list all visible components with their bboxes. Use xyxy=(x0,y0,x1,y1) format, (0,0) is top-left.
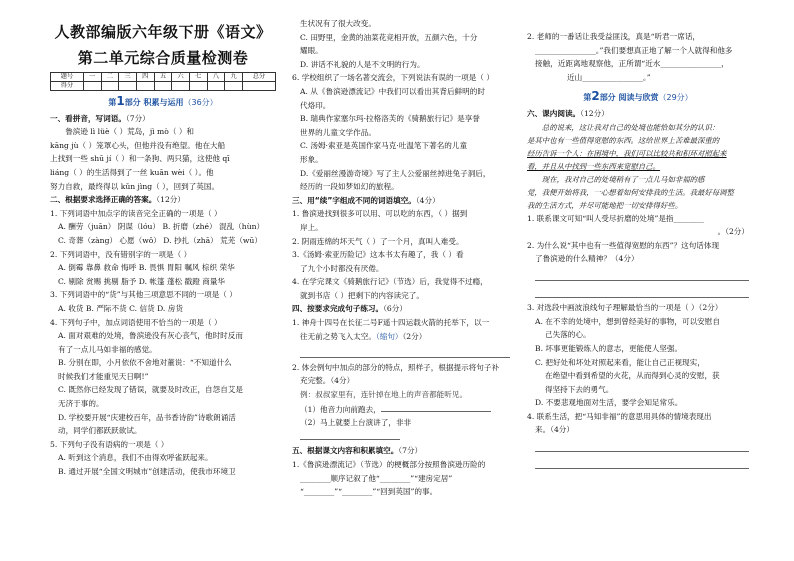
question: 5. 下列句子没有语病的一项是（ ） xyxy=(50,439,169,449)
score-header-cell: 八 xyxy=(207,73,225,82)
score-header-cell: 一 xyxy=(83,73,101,82)
hint-label: （缩句） xyxy=(375,331,403,341)
question: 2. 下列词语中，没有错别字的一项是（ ） xyxy=(50,249,192,259)
score-cell[interactable] xyxy=(101,82,119,91)
answer-line[interactable] xyxy=(300,343,510,358)
score-cell[interactable] xyxy=(242,82,275,91)
question: 2. 为什么说“其中也有一些值得宽慰的东西”？这句话体现 xyxy=(527,240,720,250)
question: 1. 神舟十四号在长征二号F遥十四运载火箭的托举下，以一 xyxy=(292,318,490,328)
answer-line[interactable] xyxy=(535,266,749,281)
question: 2. 体会例句中加点的部分的特点，照样子，根据提示将句子补 xyxy=(292,362,500,372)
part2-heading: 第2部分 阅读与欣赏（29分） xyxy=(583,89,693,104)
points-note: 。（2分） xyxy=(717,227,749,237)
option-line: B. 通过开展“全国文明城市”创建活动，使我市环境卫 xyxy=(58,467,236,477)
fill-line: 1. 鲁滨逊找到很多可以用、可以吃的东西，（ ）据到 xyxy=(292,209,468,219)
option-line: A. 酬劳（juān） 阴谋（lóu） B. 折磨（zhé） 混乱（hùn） xyxy=(58,222,265,232)
fill-line: 3.《汤姆·索亚历险记》这本书太有趣了，我（ ）看 xyxy=(292,250,464,260)
section4-title: 四、按要求完成句子练习。 xyxy=(292,304,384,314)
question: 6. 学校组织了一场名著交流会，下列说法有误的一项是（ ） xyxy=(292,73,494,83)
fill-line: ________________。”我们要想真正地了解一个人就得和他多 xyxy=(535,45,733,55)
option-line: B. 瑞典作家塞尔玛·拉格洛芙的《骑鹅旅行记》是享誉 xyxy=(300,114,480,124)
option-line: C. 剔除 赏赐 挑剔 脂予 D. 帐篷 蓬松 戳蹬 商量华 xyxy=(58,276,226,286)
score-header-cell: 六 xyxy=(172,73,190,82)
sub-question: （2）马上就要上台演讲了，非非 xyxy=(292,416,510,444)
answer-line[interactable] xyxy=(535,284,749,299)
pinyin-line: 鲁滨逊 lì lüè（ ）荒岛，jì mò（ ）和 xyxy=(65,127,195,137)
left-column: 人教部编版六年级下册《语文》 第二单元综合质量检测卷 题号 一 二 三 四 五 六 七 八 九 总分 得分 第1部分 积累与运用（36分） 一、看拼音，写词语。（7分） 鲁滨逊 lì lüè（ ）荒岛，jì mò（ ）和 kāng jù（ ）笼罩心头，但他并没有绝望。他在大船 上找到一些 shū jí（ ）和一条狗、两只猫，这使他 qī liáng（ ）的生活得到了一丝 kuān wèi（ ）。他 努力自救，最终得以 kǔn jìng（ ），回到了英国。 二、根据要求选择正确的答案。（12分） 1. 下列词语中加点字的读音完全正确的一项是（ ） A. 酬劳（juān） 阴谋（lóu） B. 折磨（zhé） 混乱（hùn） C. 奇葬（zàng） 心愿（wǒ） D. 抄扎（zhā） 荒芜（wū） 2. 下列词语中，没有错别字的一项是（ ） A. 倒霉 靠鼻 救命 悔呼 B. 畏惧 胃阳 嘱风 棕织 荣华 C. 剔除 赏赐 挑剔 脂予 D. 帐篷 蓬松 戳蹬 商量华 3. 下列词语中的“货”与其他三项意思不同的一项是（ ） A. 收货 B. 严际不货 C. 信货 D. 房货 4. 下列句子中，加点词语使用不恰当的一项是（ ） A. 面对艰难的处境，鲁滨逊没有灰心丧气，他时时反而 有了一点儿马如非福的感觉。 B. 分别在即，小月依依不舍地对董说：“不知道什么 时候我们才能重见天日啊!” C. 既然你已经发现了错误，就要及时改正，自怨自艾是 无济于事的。 D. 学校要开展“庆建校百年，品书香诗韵”诗歌朗诵活 动，同学们都跃跃欲试。 5. 下列句子没有语病的一项是（ ） A. 听到这个消息，我们不由得欢呼雀跃起来。 B. 通过开展“全国文明城市”创建活动，使我市环境卫 xyxy=(50,0,276,561)
option-line: 经历的一段如梦如幻的旅程。 xyxy=(300,182,399,192)
score-cell[interactable] xyxy=(207,82,225,91)
exam-subtitle: 第二单元综合质量检测卷 xyxy=(77,49,249,67)
fill-line: 2. 老师的一番话让我受益匪浅，真是“听君一席话， xyxy=(527,32,701,41)
section5-title: 五、根据课文内容和积累填空。 xyxy=(292,446,399,456)
score-row-label: 得分 xyxy=(51,82,84,91)
right-column: 2. 老师的一番话让我受益匪浅，真是“听君一席话， ________________。”我们要想真正地了解一个人就得和他多 接触，近距离地观察他，正所谓“近水________________， 近山________________。” 第2部分 阅读与欣赏（29分） 六、课内阅读。（12分） 总的说来，这让我对自己的处境也能恰如其分的认识： 是其中也有一些值得宽慰的东西。这给世界上苦难最深重的 经历告诉一个人：在困境中，我们可以比较共和积环对照起来 看，并且从中找到一些东西来宽慰自己。 现在，我对自己的处境稍有了一点儿马如非福的感 觉，我便开始将我，一心想着如何安排我的生活。我最好每调整 我的生活方式，并尽可能地把一切安排得好些。 1. 联系课文可知“叫人受尽折磨的处境”是指________ 。（2分） 2. 为什么说“其中也有一些值得宽慰的东西”？这句话体现 了鲁滨逊的什么精神？（4分） 3. 对选段中画波浪线句子理解最恰当的一项是（ ）（2分） A. 在不幸的处境中，想到曾经美好的事物，可以安慰自 己失落的心。 B. 坏事更能锻炼人的意志，更能使人坚强。 C. 把好处和坏处对照起来看，能让自己正视现实， 在绝望中看到希望的火花，从而得到心灵的安慰，获 得坚持下去的勇气。 D. 不要悲观地面对生活，要学会知足常乐。 4. 联系生活，把“马知非福”的意思用具体的情境表现出 来。（4分） xyxy=(527,0,749,561)
fill-line: 1.《鲁滨逊漂流记》（节选）的梗概部分按照鲁滨逊历险的 xyxy=(292,460,486,469)
fill-line: 2. 阴雨连绵的坏天气（ ）了一个月，真叫人难受。 xyxy=(292,236,464,246)
score-cell[interactable] xyxy=(189,82,207,91)
score-header-cell: 总分 xyxy=(242,73,275,82)
answer-line[interactable] xyxy=(300,430,400,440)
option-line: 有了一点儿马如非福的感觉。 xyxy=(58,344,157,354)
score-header-cell: 三 xyxy=(119,73,137,82)
question: 4. 联系生活，把“马知非福”的意思用具体的情境表现出 xyxy=(527,411,712,421)
exam-title: 人教部编版六年级下册《语文》 xyxy=(54,23,272,41)
question: 充完整。（4分） xyxy=(300,376,355,386)
pinyin-line: 努力自救，最终得以 kǔn jìng（ ），回到了英国。 xyxy=(50,181,220,191)
score-cell[interactable] xyxy=(154,82,172,91)
option-line: 世界的儿童文学作品。 xyxy=(300,127,376,137)
option-line: D. 学校要开展“庆建校百年，品书香诗韵”诗歌朗诵活 xyxy=(58,412,236,422)
section2-title: 二、根据要求选择正确的答案。 xyxy=(50,195,157,205)
option-line: A. 面对艰难的处境，鲁滨逊没有灰心丧气，他时时反而 xyxy=(58,331,243,341)
example-sentence: 例：叔叔家里有，连针掉在地上的声音都能听见。 xyxy=(300,390,468,400)
option-line: B. 坏事更能锻炼人的意志，更能使人坚强。 xyxy=(535,343,683,353)
section6-title: 六、课内阅读。 xyxy=(527,108,581,118)
score-header-cell: 七 xyxy=(189,73,207,82)
option-line: 在绝望中看到希望的火花，从而得到心灵的安慰，获 xyxy=(545,371,720,381)
option-line: D. 不要悲观地面对生活，要学会知足常乐。 xyxy=(535,398,683,408)
option-line: A. 听到这个消息，我们不由得欢呼雀跃起来。 xyxy=(58,453,213,463)
question: 了鲁滨逊的什么精神？（4分） xyxy=(535,254,639,264)
option-line: 耀眼。 xyxy=(300,46,323,56)
option-line: 形象。 xyxy=(300,154,323,164)
score-cell[interactable] xyxy=(119,82,137,91)
question: 来。（4分） xyxy=(535,425,574,435)
part1-heading: 第1部分 积累与运用（36分） xyxy=(108,94,218,108)
fill-line: 4. 在学完课文《骑鹅旅行记》（节选）后，我觉得不过瘾， xyxy=(292,277,488,287)
option-line: C. 田野里，金黄的油菜花竞相开放，五颜六色，十分 xyxy=(300,32,478,42)
option-line: 动，同学们都跃跃欲试。 xyxy=(58,426,142,436)
pinyin-line: 上找到一些 shū jí（ ）和一条狗、两只猫，这使他 qī xyxy=(50,154,230,164)
pinyin-line: kāng jù（ ）笼罩心头，但他并没有绝望。他在大船 xyxy=(50,140,226,150)
question: 3. 对选段中画波浪线句子理解最恰当的一项是（ ）（2分） xyxy=(527,303,723,313)
option-line: A. 从《鲁滨逊漂流记》中我们可以看出其背后鲜明的时 xyxy=(300,86,485,96)
question: 4. 下列句子中，加点词语使用不恰当的一项是（ ） xyxy=(50,317,222,327)
score-cell[interactable] xyxy=(172,82,190,91)
reading-passage: 总的说来，这让我对自己的处境也能恰如其分的认识： 是其中也有一些值得宽慰的东西。这给世界上苦难最深重的 经历告诉一个人：在困境中，我们可以比较共和积环对照起来 看，并且从中找到一些东西来宽慰自己。 现在，我对自己的处境稍有了一点儿马如非福的感 觉，我便开始将我，一心想着如何安排我的生活。我最好每调整 我的生活方式，并尽可能地把一切安排得好些。 xyxy=(527,122,734,210)
option-line: A. 倒霉 靠鼻 救命 悔呼 B. 畏惧 胃阳 嘱风 棕织 荣华 xyxy=(58,263,235,273)
question: 1. 联系课文可知“叫人受尽折磨的处境”是指________ xyxy=(527,213,704,223)
question: 3. 下列词语中的“货”与其他三项意思不同的一项是（ ） xyxy=(50,290,237,300)
option-line: 己失落的心。 xyxy=(545,330,591,340)
question: 往无前之势飞入太空。（缩句）（2分） xyxy=(300,331,427,341)
section3-title: 三、用“续”字组成不同的词语填空。 xyxy=(292,195,416,205)
score-table xyxy=(50,72,276,91)
score-header-cell: 二 xyxy=(101,73,119,82)
option-line: 无济于事的。 xyxy=(58,399,104,409)
answer-line[interactable] xyxy=(381,402,491,412)
sub-question: （1）他音力向前跑去， xyxy=(292,402,510,417)
score-cell[interactable] xyxy=(83,82,101,91)
fill-line: ________顺序记叙了他“________”“建房定居” xyxy=(300,473,453,483)
option-line: A. 收货 B. 严际不货 C. 信货 D. 房货 xyxy=(58,303,183,313)
score-cell[interactable] xyxy=(136,82,154,91)
score-header-cell: 五 xyxy=(154,73,172,82)
option-line: A. 在不幸的处境中，想到曾经美好的事物，可以安慰自 xyxy=(535,316,720,326)
option-line: 生状况有了很大改变。 xyxy=(300,19,376,28)
pinyin-line: liáng（ ）的生活得到了一丝 kuān wèi（ ）。他 xyxy=(50,167,214,177)
answer-line[interactable] xyxy=(535,455,749,470)
option-line: 时候我们才能重见天日啊!” xyxy=(58,371,149,381)
fill-line: 岸上。 xyxy=(300,222,323,232)
option-line: C. 汤姆·索亚是英国作家马克·吐温笔下著名的儿童 xyxy=(300,141,468,151)
option-line: D.《爱丽丝漫游奇境》写了主人公爱丽丝掉进兔子洞后， xyxy=(300,168,491,178)
option-line: 代烙印。 xyxy=(300,100,331,110)
option-line: D. 讲话不礼貌的人是不文明的行为。 xyxy=(300,59,425,69)
fill-line: 近山________________。” xyxy=(567,72,651,82)
question: 1. 下列词语中加点字的读音完全正确的一项是（ ） xyxy=(50,208,222,218)
score-header-cell: 题号 xyxy=(51,73,84,82)
answer-line[interactable] xyxy=(535,437,749,452)
fill-line: 接触，近距离地观察他，正所谓“近水________________， xyxy=(535,59,729,69)
fill-line: “________”“________”“回到英国”的事。 xyxy=(300,487,438,497)
option-line: C. 奇葬（zàng） 心愿（wǒ） D. 抄扎（zhā） 荒芜（wū） xyxy=(58,235,262,245)
fill-line: 了九个小时都没有厌倦。 xyxy=(300,263,384,273)
option-line: B. 分别在即，小月依依不舍地对董说：“不知道什么 xyxy=(58,358,232,368)
fill-line: 就到书店（ ）把剩下的内容读完了。 xyxy=(300,290,424,300)
section1-title: 一、看拼音，写词语。 xyxy=(50,113,126,123)
score-header-cell: 四 xyxy=(136,73,154,82)
score-cell[interactable] xyxy=(225,82,243,91)
option-line: 得坚持下去的勇气。 xyxy=(545,384,614,394)
option-line: C. 把好处和坏处对照起来看，能让自己正视现实， xyxy=(535,357,705,367)
middle-column: 生状况有了很大改变。 C. 田野里，金黄的油菜花竞相开放，五颜六色，十分 耀眼。 D. 讲话不礼貌的人是不文明的行为。 6. 学校组织了一场名著交流会，下列说法有误的一项是（ ） A. 从《鲁滨逊漂流记》中我们可以看出其背后鲜明的时 代烙印。 B. 瑞典作家塞尔玛·拉格洛芙的《骑鹅旅行记》是享誉 世界的儿童文学作品。 C. 汤姆·索亚是英国作家马克·吐温笔下著名的儿童 形象。 D.《爱丽丝漫游奇境》写了主人公爱丽丝掉进兔子洞后， 经历的一段如梦如幻的旅程。 三、用“续”字组成不同的词语填空。（4分） 1. 鲁滨逊找到很多可以用、可以吃的东西，（ ）据到 岸上。 2. 阴雨连绵的坏天气（ ）了一个月，真叫人难受。 3.《汤姆·索亚历险记》这本书太有趣了，我（ ）看 了九个小时都没有厌倦。 4. 在学完课文《骑鹅旅行记》（节选）后，我觉得不过瘾， 就到书店（ ）把剩下的内容读完了。 四、按要求完成句子练习。（6分） 1. 神舟十四号在长征二号F遥十四运载火箭的托举下，以一 往无前之势飞入太空。（缩句）（2分） 2. 体会例句中加点的部分的特点，照样子，根据提示将句子补 充完整。（4分） 例：叔叔家里有，连针掉在地上的声音都能听见。 （1）他音力向前跑去， （2）马上就要上台演讲了，非非 五、根据课文内容和积累填空。（7分） 1.《鲁滨逊漂流记》（节选）的梗概部分按照鲁滨逊历险的 ________顺序记叙了他“________”“建房定居” “________”“________”“回到英国”的事。 xyxy=(292,0,510,561)
score-header-cell: 九 xyxy=(225,73,243,82)
option-line: C. 既然你已经发现了错误，就要及时改正，自怨自艾是 xyxy=(58,385,244,395)
